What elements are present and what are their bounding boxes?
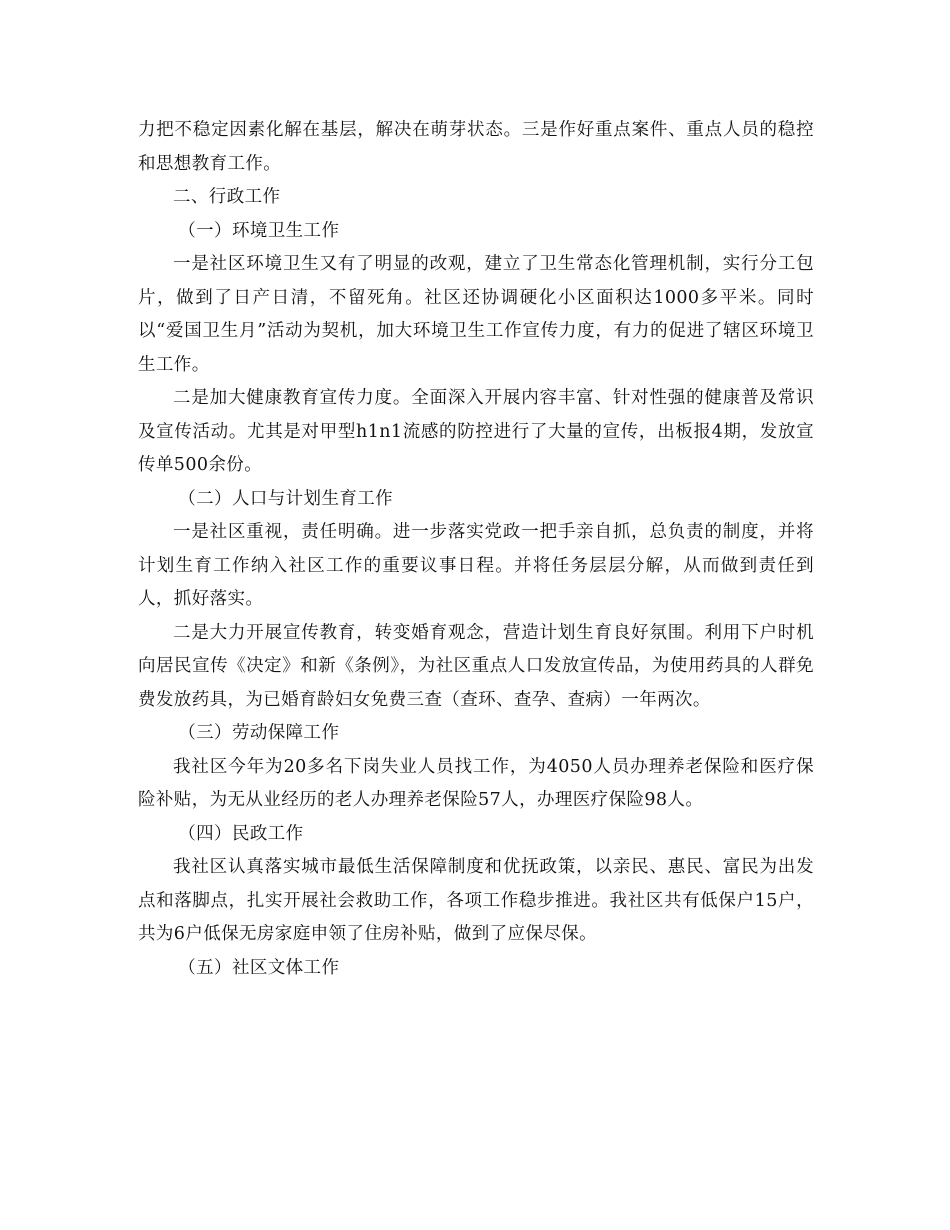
subsection-heading-civil-affairs: （四）民政工作	[178, 823, 304, 844]
subsection-heading-labor: （三）劳动保障工作	[178, 723, 340, 743]
section-heading-administration: 二、行政工作	[173, 187, 281, 207]
paragraph-continued: 力把不稳定因素化解在基层，解决在萌芽状态。三是作好重点案件、重点人员的稳控和思想教育工作。	[138, 120, 814, 174]
subsection-heading-family-planning: （二）人口与计划生育工作	[178, 488, 394, 509]
paragraph-sanitation-1: 一是社区环境卫生又有了明显的改观，建立了卫生常态化管理机制，实行分工包片，做到了日产日清，不留死角。社区还协调硬化小区面积达1000多平米。同时以“爱国卫生月”活动为契机，加大环境卫生工作宣传力度，有力的促进了辖区环境卫生工作。	[138, 254, 814, 375]
subsection-heading-sanitation: （一）环境卫生工作	[178, 220, 340, 241]
paragraph-sanitation-2: 二是加大健康教育宣传力度。全面深入开展内容丰富、针对性强的健康普及常识及宣传活动。尤其是对甲型h1n1流感的防控进行了大量的宣传，出板报4期，发放宣传单500余份。	[138, 388, 814, 475]
paragraph-family-planning-1: 一是社区重视，责任明确。进一步落实党政一把手亲自抓，总负责的制度，并将计划生育工作纳入社区工作的重要议事日程。并将任务层层分解，从而做到责任到人，抓好落实。	[138, 522, 814, 609]
paragraph-labor: 我社区今年为20多名下岗失业人员找工作，为4050人员办理养老保险和医疗保险补贴，为无从业经历的老人办理养老保险57人，办理医疗保险98人。	[138, 756, 814, 810]
document-body	[138, 114, 814, 985]
paragraph-civil-affairs: 我社区认真落实城市最低生活保障制度和优抚政策，以亲民、惠民、富民为出发点和落脚点，扎实开展社会救助工作，各项工作稳步推进。我社区共有低保户15户，共为6户低保无房家庭申领了住房补贴，做到了应保尽保。	[138, 857, 814, 944]
paragraph-family-planning-2: 二是大力开展宣传教育，转变婚育观念，营造计划生育良好氛围。利用下户时机向居民宣传《决定》和新《条例》，为社区重点人口发放宣传品，为使用药具的人群免费发放药具，为已婚育龄妇女免费三查（查环、查孕、查病）一年两次。	[138, 622, 814, 710]
subsection-heading-culture-sports: （五）社区文体工作	[178, 957, 340, 978]
